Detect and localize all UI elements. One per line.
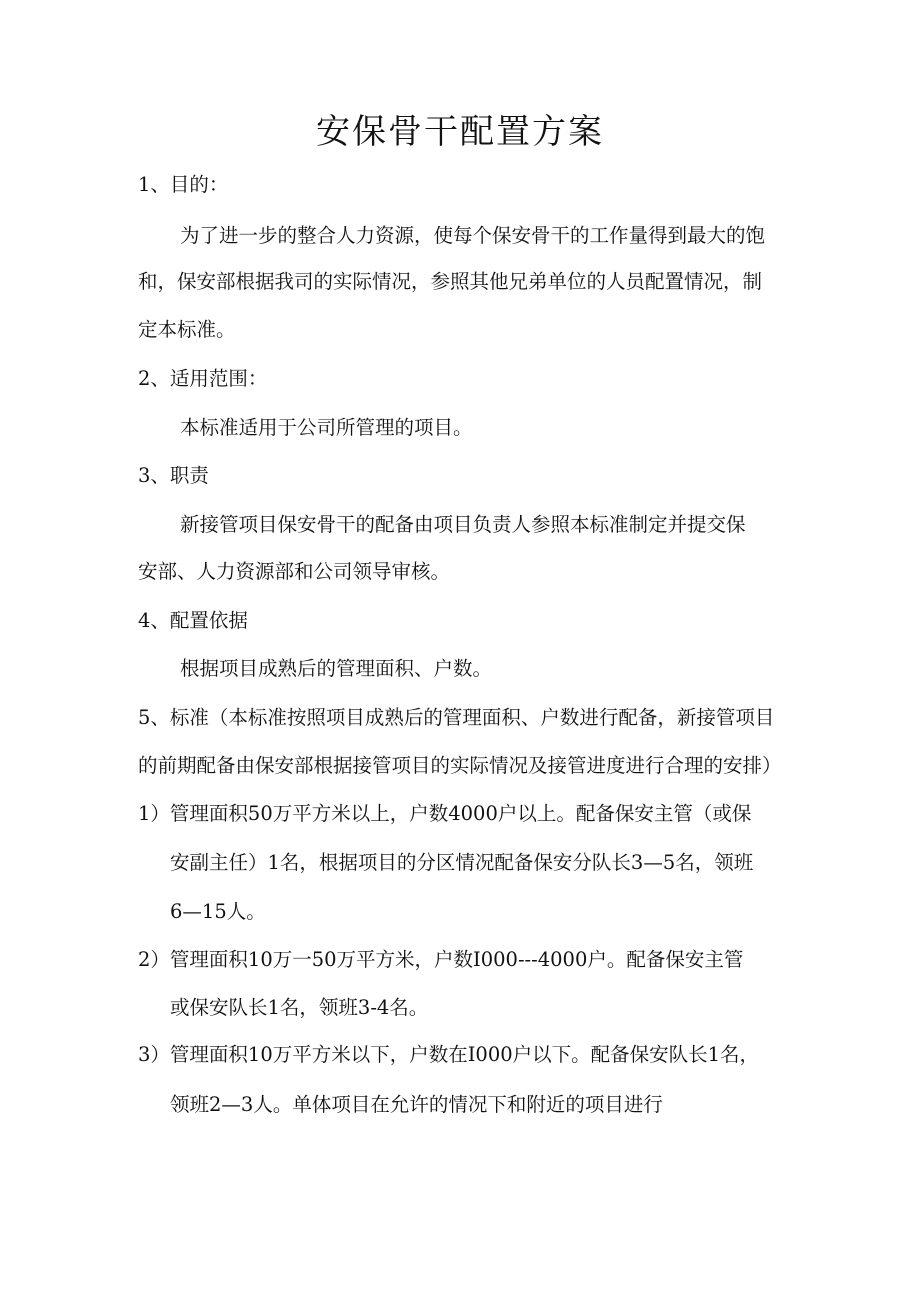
section-5-heading-line-2: 的前期配备由保安部根据接管项目的实际情况及接管进度进行合理的安排） [138,754,782,777]
section-5-heading-line-1: 5、标准（本标准按照项目成熟后的管理面积、户数进行配备，新接管项目 [138,706,775,729]
item-1-line-2: 安副主任）1名，根据项目的分区情况配备保安分队长3—5名，领班 [170,851,754,874]
item-1-line-1: 1）管理面积50万平方米以上，户数4000户以上。配备保安主管（或保 [138,802,752,825]
item-2-line-1: 2）管理面积10万一50万平方米，户数I000---4000户。配备保安主管 [138,948,744,971]
page-title: 安保骨干配置方案 [316,112,604,152]
item-2-line-2: 或保安队长1名，领班3-4名。 [170,996,429,1019]
section-3-line-2: 安部、人力资源部和公司领导审核。 [138,560,451,583]
item-3-line-2: 领班2—3人。单体项目在允许的情况下和附近的项目进行 [170,1093,663,1116]
item-3-line-1: 3）管理面积10万平方米以下，户数在I000户以下。配备保安队长1名， [138,1043,760,1066]
section-1-heading: 1、目的： [138,173,229,196]
section-2-line-1: 本标准适用于公司所管理的项目。 [180,416,473,439]
section-4-line-1: 根据项目成熟后的管理面积、户数。 [180,657,493,680]
section-3-heading: 3、职责 [138,464,209,487]
section-4-heading: 4、配置依据 [138,609,248,632]
section-1-line-1: 为了进一步的整合人力资源，使每个保安骨干的工作量得到最大的饱 [180,224,766,247]
section-1-line-3: 定本标准。 [138,318,236,341]
section-3-line-1: 新接管项目保安骨干的配备由项目负责人参照本标准制定并提交保 [180,513,746,536]
section-2-heading: 2、适用范围： [138,367,268,390]
section-1-line-2: 和，保安部根据我司的实际情况，参照其他兄弟单位的人员配置情况，制 [138,270,763,293]
item-1-line-3: 6—15人。 [170,900,266,923]
